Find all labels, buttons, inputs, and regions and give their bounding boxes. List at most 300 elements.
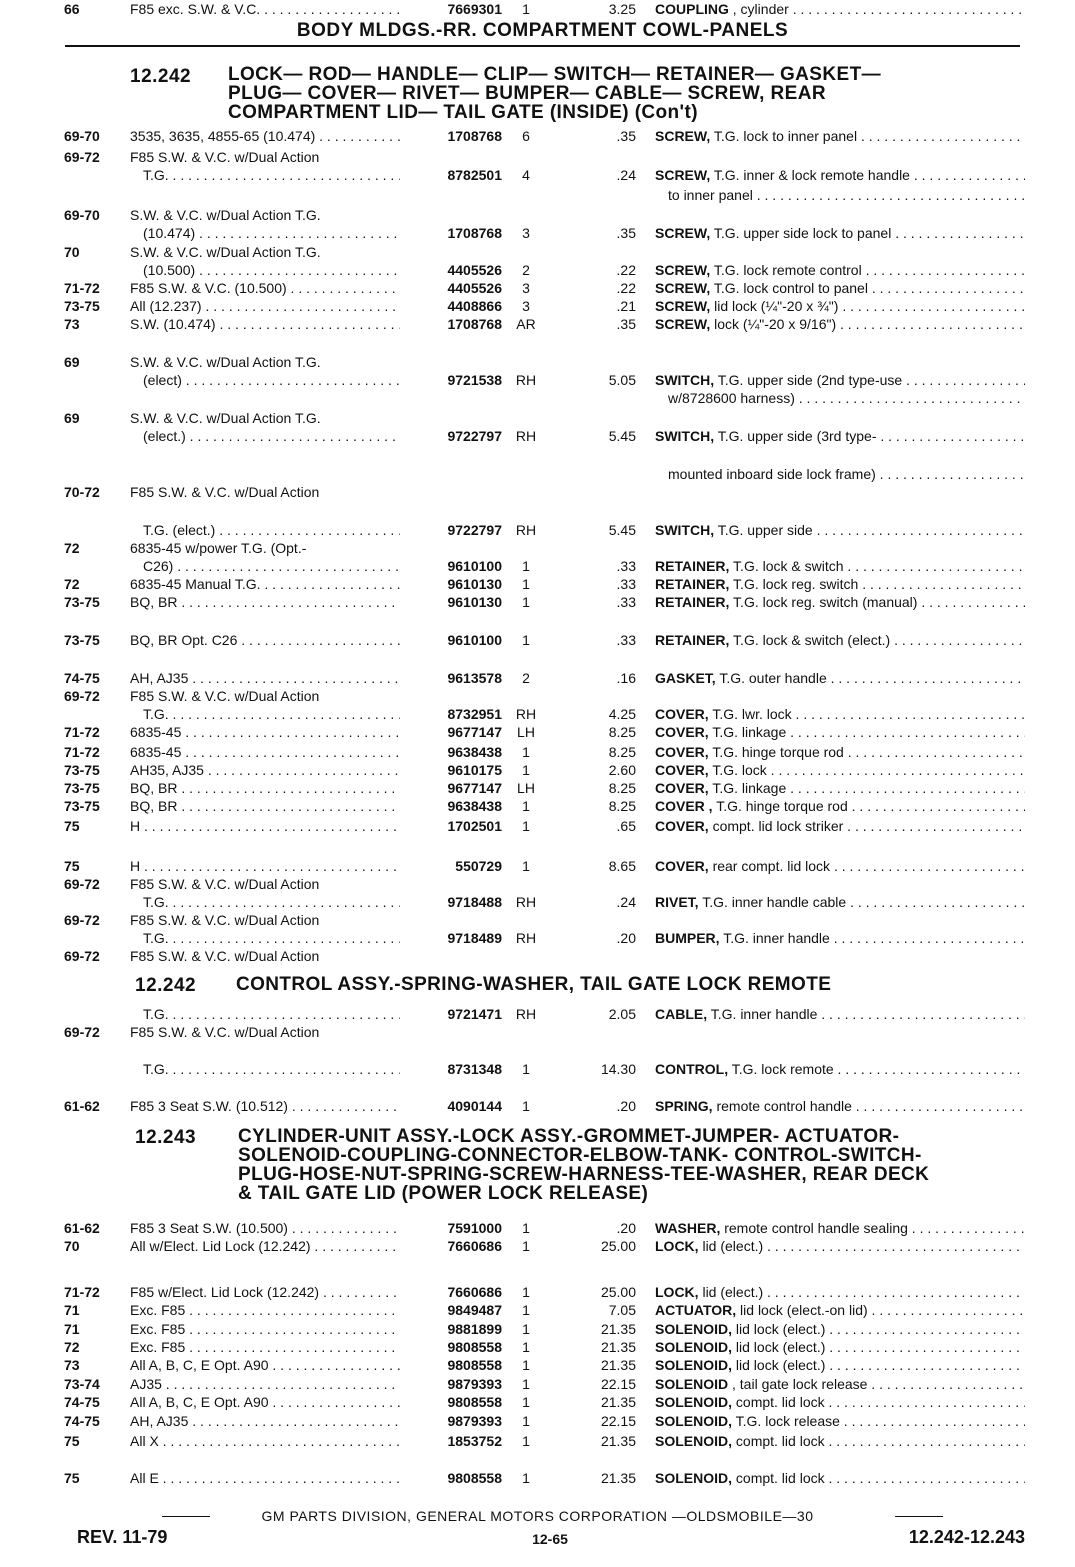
price-cell: 25.00 [600, 1284, 636, 1300]
description-text: compt. lid lock [732, 1470, 825, 1486]
model-cell: T.G. . . . [143, 929, 400, 947]
description-text: T.G. lock release [732, 1413, 840, 1429]
price-cell: 8.65 [608, 858, 636, 874]
part-number-cell: 4405526 [447, 280, 502, 296]
model-cell: AH, AJ35 . . . [130, 669, 400, 687]
description-item: RIVET, [655, 894, 699, 910]
description-cell [655, 279, 1025, 297]
description-text: lid lock (¼"-20 x ¾") [710, 298, 839, 314]
quantity-cell: 1 [522, 818, 530, 834]
part-number-cell: 7669301 [447, 1, 502, 17]
table-row [0, 297, 1075, 315]
quantity-cell: 1 [522, 1470, 530, 1486]
description-item: COVER, [655, 706, 709, 722]
year-cell: 66 [64, 1, 80, 17]
description-cell [655, 593, 1025, 611]
description-text: T.G. upper side (2nd type-use [714, 372, 903, 388]
price-cell: .16 [616, 670, 636, 686]
quantity-cell: 1 [522, 1357, 530, 1373]
part-number-cell: 9722797 [447, 428, 502, 444]
model-cell: 6835-45 w/power T.G. (Opt.- [130, 540, 307, 556]
year-cell: 69-70 [64, 207, 100, 223]
quantity-cell: 1 [522, 798, 530, 814]
quantity-cell: 1 [522, 762, 530, 778]
part-number-cell: 7660686 [447, 1284, 502, 1300]
model-cell: BQ, BR . . . [130, 779, 400, 797]
model-cell: F85 w/Elect. Lid Lock (12.242) . . . [130, 1283, 400, 1301]
description-item: COVER , [655, 798, 713, 814]
description-cell [655, 779, 1025, 797]
price-cell: 21.35 [600, 1339, 636, 1355]
description-item: GASKET, [655, 670, 716, 686]
description-text: lid (elect.) [698, 1284, 764, 1300]
description-cell [655, 1219, 1025, 1237]
description-item: SOLENOID, [655, 1433, 733, 1449]
model-cell: S.W. & V.C. w/Dual Action T.G. [130, 207, 321, 223]
description-text: T.G. lock [708, 762, 767, 778]
year-cell: 71-72 [64, 280, 100, 296]
table-row [0, 127, 1075, 145]
model-cell: T.G. . . . [143, 1060, 400, 1078]
price-cell: 22.15 [600, 1413, 636, 1429]
part-number-cell: 550729 [455, 858, 502, 874]
price-cell: 21.35 [600, 1394, 636, 1410]
year-cell: 69-72 [64, 876, 100, 892]
price-cell: .21 [616, 298, 636, 314]
description-text: T.G. lock remote control [710, 262, 862, 278]
description-item: SCREW, [655, 128, 711, 144]
part-number-cell: 9808558 [447, 1339, 502, 1355]
description-item: SOLENOID [655, 1376, 729, 1392]
table-row [0, 1356, 1075, 1374]
section-title-line: PLUG-HOSE-NUT-SPRING-SCREW-HARNESS-TEE-WASHER, REAR DECK [238, 1164, 930, 1185]
table-row [0, 1283, 1075, 1301]
section-title [228, 65, 881, 122]
description-text: T.G. lock reg. switch [729, 576, 859, 592]
part-number-cell: 9721538 [447, 372, 502, 388]
description-cell [655, 224, 1025, 242]
quantity-cell: RH [515, 1006, 537, 1022]
price-cell: 14.30 [600, 1061, 636, 1077]
year-cell: 73-75 [64, 632, 100, 648]
table-row [0, 243, 1075, 261]
model-cell: AJ35 . . . [130, 1375, 400, 1393]
description-text: T.G. linkage [708, 780, 787, 796]
year-cell: 74-75 [64, 1394, 100, 1410]
part-number-cell: 9677147 [447, 780, 502, 796]
description-item: COVER, [655, 858, 709, 874]
model-cell: F85 exc. S.W. & V.C. . . . [130, 0, 400, 18]
description-text: T.G. inner handle [707, 1006, 818, 1022]
price-cell: 4.25 [608, 706, 636, 722]
model-cell: F85 3 Seat S.W. (10.500) . . . [130, 1219, 400, 1237]
header-rule [65, 45, 1020, 47]
table-row [0, 1023, 1075, 1041]
description-cell [655, 1005, 1025, 1023]
model-cell: S.W. & V.C. w/Dual Action T.G. [130, 410, 321, 426]
price-cell: 22.15 [600, 1376, 636, 1392]
description-item: SCREW, [655, 280, 711, 296]
model-cell: Exc. F85 . . . [130, 1301, 400, 1319]
description-cell [655, 1432, 1025, 1450]
description-cell [655, 557, 1025, 575]
model-cell: All (12.237) . . . [130, 297, 400, 315]
year-cell: 69-72 [64, 1024, 100, 1040]
description-text: T.G. lock reg. switch (manual) [729, 594, 918, 610]
quantity-cell: 1 [522, 576, 530, 592]
table-row [0, 817, 1075, 835]
price-cell: .20 [616, 1098, 636, 1114]
section-title-line: PLUG— COVER— RIVET— BUMPER— CABLE— SCREW, REAR [228, 83, 826, 104]
description-item: COVER, [655, 818, 709, 834]
description-item: RETAINER, [655, 558, 730, 574]
price-cell: 21.35 [600, 1321, 636, 1337]
description-text: T.G. lock & switch (elect.) [729, 632, 891, 648]
part-number-cell: 9849487 [447, 1302, 502, 1318]
model-cell: 6835-45 . . . [130, 743, 400, 761]
table-row [0, 1338, 1075, 1356]
model-cell: Exc. F85 . . . [130, 1338, 400, 1356]
description-cell [655, 1469, 1025, 1487]
model-cell: All E . . . [130, 1469, 400, 1487]
table-row [0, 1301, 1075, 1319]
quantity-cell: 1 [522, 1433, 530, 1449]
part-number-cell: 1702501 [447, 818, 502, 834]
model-cell: F85 S.W. & V.C. w/Dual Action [130, 688, 320, 704]
description-item: RETAINER, [655, 576, 730, 592]
description-text: lid lock (elect.-on lid) [736, 1302, 868, 1318]
description-text: T.G. lwr. lock [708, 706, 792, 722]
model-cell: C26) . . . [143, 557, 400, 575]
price-cell: 5.05 [608, 372, 636, 388]
description-cell [655, 797, 1025, 815]
description-text: T.G. lock remote [728, 1061, 834, 1077]
model-cell: Exc. F85 . . . [130, 1320, 400, 1338]
description-text: to inner panel . . . [668, 186, 1025, 204]
table-row [0, 723, 1075, 741]
quantity-cell: 1 [522, 594, 530, 610]
table-row [0, 409, 1075, 427]
part-number-cell: 9808558 [447, 1470, 502, 1486]
year-cell: 75 [64, 1470, 80, 1486]
description-cell [655, 427, 1025, 445]
part-number-cell: 9610130 [447, 594, 502, 610]
description-item: LOCK, [655, 1238, 699, 1254]
description-item: WASHER, [655, 1220, 721, 1236]
table-row [0, 1375, 1075, 1393]
quantity-cell: 1 [522, 744, 530, 760]
year-cell: 69 [64, 410, 80, 426]
table-row [0, 389, 1075, 407]
year-cell: 72 [64, 576, 80, 592]
table-row [0, 779, 1075, 797]
year-cell: 72 [64, 540, 80, 556]
year-cell: 73-75 [64, 594, 100, 610]
year-cell: 75 [64, 1433, 80, 1449]
quantity-cell: 3 [522, 225, 530, 241]
model-cell: F85 S.W. & V.C. w/Dual Action [130, 876, 320, 892]
part-number-cell: 9879393 [447, 1376, 502, 1392]
part-number-cell: 9610100 [447, 632, 502, 648]
price-cell: .35 [616, 128, 636, 144]
description-item: COVER, [655, 724, 709, 740]
year-cell: 71-72 [64, 1284, 100, 1300]
description-item: COVER, [655, 780, 709, 796]
part-number-cell: 9610100 [447, 558, 502, 574]
table-row [0, 148, 1075, 166]
description-cell [655, 929, 1025, 947]
model-cell: S.W. & V.C. w/Dual Action T.G. [130, 244, 321, 260]
model-cell: F85 S.W. & V.C. w/Dual Action [130, 948, 320, 964]
description-cell [655, 743, 1025, 761]
year-cell: 69-72 [64, 948, 100, 964]
description-text: mounted inboard side lock frame) . . . [668, 465, 1025, 483]
description-item: LOCK, [655, 1284, 699, 1300]
quantity-cell: 1 [522, 558, 530, 574]
model-cell: H . . . [130, 817, 400, 835]
model-cell: T.G. . . . [143, 166, 400, 184]
description-item: BUMPER, [655, 930, 720, 946]
table-row [0, 911, 1075, 929]
description-item: SWITCH, [655, 428, 715, 444]
quantity-cell: 1 [522, 858, 530, 874]
table-row [0, 465, 1075, 483]
description-cell [655, 575, 1025, 593]
year-cell: 72 [64, 1339, 80, 1355]
price-cell: 25.00 [600, 1238, 636, 1254]
quantity-cell: RH [515, 706, 537, 722]
table-row [0, 631, 1075, 649]
quantity-cell: 1 [522, 1220, 530, 1236]
year-cell: 74-75 [64, 670, 100, 686]
table-row [0, 705, 1075, 723]
table-row [0, 1412, 1075, 1430]
model-cell: AH35, AJ35 . . . [130, 761, 400, 779]
quantity-cell: 1 [522, 632, 530, 648]
description-text: lid lock (elect.) [732, 1321, 826, 1337]
description-item: SOLENOID, [655, 1321, 733, 1337]
description-text: T.G. inner handle [719, 930, 830, 946]
description-item: SOLENOID, [655, 1470, 733, 1486]
table-row [0, 669, 1075, 687]
table-row [0, 687, 1075, 705]
description-item: COVER, [655, 744, 709, 760]
description-text: T.G. linkage [708, 724, 787, 740]
part-number-cell: 9808558 [447, 1394, 502, 1410]
quantity-cell: 1 [522, 1, 530, 17]
part-number-cell: 9718488 [447, 894, 502, 910]
quantity-cell: 3 [522, 280, 530, 296]
quantity-cell: RH [515, 522, 537, 538]
table-row [0, 575, 1075, 593]
price-cell: .35 [616, 225, 636, 241]
description-text: T.G. inner handle cable [698, 894, 847, 910]
table-row [0, 743, 1075, 761]
description-text: lid (elect.) [698, 1238, 764, 1254]
year-cell: 71-72 [64, 744, 100, 760]
description-item: COVER, [655, 762, 709, 778]
table-row [0, 1097, 1075, 1115]
quantity-cell: 3 [522, 298, 530, 314]
model-cell: All A, B, C, E Opt. A90 . . . [130, 1356, 400, 1374]
quantity-cell: RH [515, 372, 537, 388]
quantity-cell: RH [515, 428, 537, 444]
year-cell: 74-75 [64, 1413, 100, 1429]
table-row [0, 857, 1075, 875]
quantity-cell: LH [517, 780, 535, 796]
description-cell [655, 723, 1025, 741]
description-cell [655, 1356, 1025, 1374]
description-cell [655, 0, 1025, 18]
year-cell: 61-62 [64, 1098, 100, 1114]
part-number-cell: 9722797 [447, 522, 502, 538]
table-row [0, 1432, 1075, 1450]
part-number-cell: 9610130 [447, 576, 502, 592]
table-row [0, 371, 1075, 389]
year-cell: 61-62 [64, 1220, 100, 1236]
table-row [0, 539, 1075, 557]
price-cell: 21.35 [600, 1470, 636, 1486]
section-range: 12.242-12.243 [908, 1527, 1025, 1547]
part-number-cell: 1853752 [447, 1433, 502, 1449]
description-item: COUPLING [655, 1, 729, 17]
year-cell: 71-72 [64, 724, 100, 740]
description-item: SCREW, [655, 225, 711, 241]
quantity-cell: 6 [522, 128, 530, 144]
description-text: rear compt. lid lock [708, 858, 831, 874]
description-item: ACTUATOR, [655, 1302, 737, 1318]
year-cell: 70 [64, 244, 80, 260]
description-text: lock (¼"-20 x 9/16") [710, 316, 837, 332]
table-row [0, 1219, 1075, 1237]
table-row [0, 593, 1075, 611]
model-cell: T.G. . . . [143, 705, 400, 723]
description-item: RETAINER, [655, 632, 730, 648]
description-cell [655, 521, 1025, 539]
description-item: RETAINER, [655, 594, 730, 610]
model-cell: F85 S.W. & V.C. w/Dual Action [130, 484, 320, 500]
part-number-cell: 1708768 [447, 128, 502, 144]
model-cell: 3535, 3635, 4855-65 (10.474) . . . [130, 127, 400, 145]
price-cell: 21.35 [600, 1433, 636, 1449]
model-cell: F85 S.W. & V.C. w/Dual Action [130, 912, 320, 928]
part-number-cell: 4408866 [447, 298, 502, 314]
part-number-cell: 8731348 [447, 1061, 502, 1077]
section-number: 12.242 [135, 975, 197, 996]
description-item: SCREW, [655, 298, 711, 314]
description-cell [655, 1060, 1025, 1078]
part-number-cell: 4405526 [447, 262, 502, 278]
price-cell: .65 [616, 818, 636, 834]
description-text: T.G. outer handle [715, 670, 827, 686]
revision-date: REV. 11-79 [77, 1527, 168, 1547]
price-cell: 8.25 [608, 744, 636, 760]
table-row [0, 1469, 1075, 1487]
part-number-cell: 9718489 [447, 930, 502, 946]
description-item: SWITCH, [655, 372, 715, 388]
section-number: 12.242 [130, 66, 192, 87]
model-cell: BQ, BR . . . [130, 593, 400, 611]
description-text: T.G. hinge torque rod [712, 798, 848, 814]
part-number-cell: 9677147 [447, 724, 502, 740]
year-cell: 70-72 [64, 484, 100, 500]
description-cell [655, 1338, 1025, 1356]
part-number-cell: 9808558 [447, 1357, 502, 1373]
quantity-cell: RH [515, 894, 537, 910]
year-cell: 73-75 [64, 798, 100, 814]
table-row [0, 893, 1075, 911]
description-item: SOLENOID, [655, 1413, 733, 1429]
table-row [0, 315, 1075, 333]
price-cell: .20 [616, 930, 636, 946]
table-row [0, 186, 1075, 204]
description-text: T.G. upper side lock to panel [710, 225, 892, 241]
price-cell: .24 [616, 167, 636, 183]
description-text: compt. lid lock [732, 1433, 825, 1449]
table-row [0, 1060, 1075, 1078]
description-item: SWITCH, [655, 522, 715, 538]
year-cell: 73-75 [64, 298, 100, 314]
model-cell: 6835-45 Manual T.G. . . . [130, 575, 400, 593]
description-text: lid lock (elect.) [732, 1357, 826, 1373]
quantity-cell: 2 [522, 670, 530, 686]
model-cell: S.W. (10.474) . . . [130, 315, 400, 333]
year-cell: 73 [64, 316, 80, 332]
description-text: remote control handle [712, 1098, 852, 1114]
quantity-cell: 1 [522, 1098, 530, 1114]
table-row [0, 206, 1075, 224]
year-cell: 73 [64, 1357, 80, 1373]
table-row [0, 1320, 1075, 1338]
price-cell: .24 [616, 894, 636, 910]
section-title [236, 975, 831, 994]
price-cell: .33 [616, 576, 636, 592]
footer-rule-right [895, 1516, 943, 1517]
description-text: T.G. upper side (3rd type- [714, 428, 877, 444]
table-row [0, 353, 1075, 371]
year-cell: 71 [64, 1321, 80, 1337]
table-row [0, 1393, 1075, 1411]
table-row [0, 166, 1075, 184]
model-cell: (10.500) . . . [143, 261, 400, 279]
quantity-cell: 1 [522, 1284, 530, 1300]
part-number-cell: 9881899 [447, 1321, 502, 1337]
description-cell [655, 1097, 1025, 1115]
table-row [0, 279, 1075, 297]
table-row [0, 947, 1075, 965]
model-cell: All w/Elect. Lid Lock (12.242) . . . [130, 1237, 400, 1255]
description-text: remote control handle sealing [720, 1220, 908, 1236]
year-cell: 69-72 [64, 149, 100, 165]
part-number-cell: 8782501 [447, 167, 502, 183]
price-cell: .35 [616, 316, 636, 332]
footer-division: GM PARTS DIVISION, GENERAL MOTORS CORPORATION —OLDSMOBILE—30 [261, 1508, 814, 1524]
description-text: T.G. inner & lock remote handle [710, 167, 910, 183]
model-cell: F85 S.W. & V.C. w/Dual Action [130, 1024, 320, 1040]
price-cell: .22 [616, 280, 636, 296]
section-title-line: LOCK— ROD— HANDLE— CLIP— SWITCH— RETAINER— GASKET— [228, 64, 881, 85]
quantity-cell: 1 [522, 1302, 530, 1318]
price-cell: 2.05 [608, 1006, 636, 1022]
model-cell: All A, B, C, E Opt. A90 . . . [130, 1393, 400, 1411]
year-cell: 69-70 [64, 128, 100, 144]
description-cell [655, 371, 1025, 389]
description-text: T.G. lock & switch [729, 558, 844, 574]
year-cell: 73-75 [64, 780, 100, 796]
model-cell: H . . . [130, 857, 400, 875]
table-row [0, 797, 1075, 815]
year-cell: 73-74 [64, 1376, 100, 1392]
